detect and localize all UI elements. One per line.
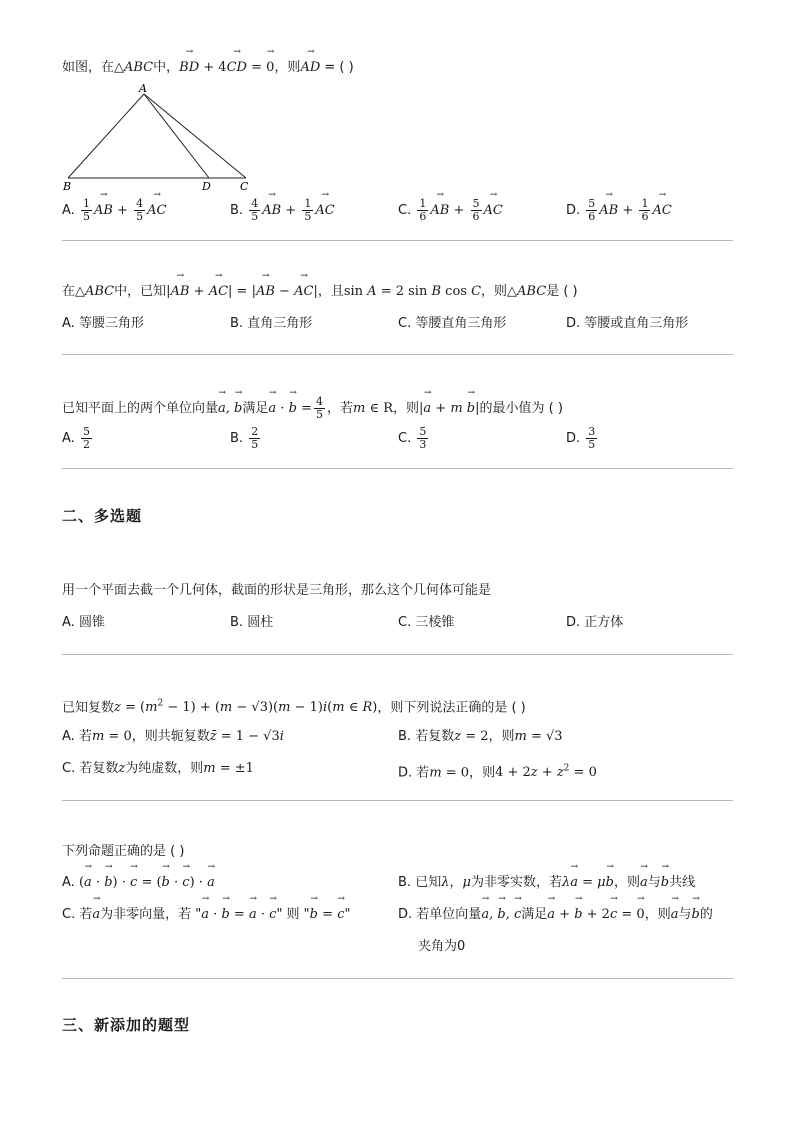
triangle-figure: [60, 80, 260, 195]
q5-option-a[interactable]: A. 若m = 0，则共轭复数z̄ = 1 − √3i: [62, 729, 284, 744]
q1-option-b[interactable]: B. $\frac{4}{5}$ → AB + $\frac{1}{5}$ → AC: [230, 198, 335, 223]
label-d: D: [202, 180, 211, 193]
q6-option-c[interactable]: C. 若→ a为非零向量，若 "→ a · → b = → a · → c" 则 "→ b = → c": [62, 905, 350, 925]
q2-stem: 在△ABC中，已知|→ AB + → AC| = |→ AB − → AC|，且sin A = 2 sin B cos C，则△ABC是 ( ): [62, 282, 578, 302]
q2-option-c[interactable]: C. 等腰直角三角形: [398, 316, 507, 331]
q5-option-d[interactable]: D. 若m = 0，则$4 + 2z + z^2 = 0$: [398, 764, 597, 781]
q2-option-a[interactable]: A. 等腰三角形: [62, 316, 144, 331]
q1-option-a[interactable]: A. $\frac{1}{5}$ → AB + $\frac{4}{5}$ → AC: [62, 198, 166, 223]
q2-option-b[interactable]: B. 直角三角形: [230, 316, 313, 331]
divider: [62, 978, 733, 979]
q1-option-c[interactable]: C. $\frac{1}{6}$ → AB + $\frac{5}{6}$ → AC: [398, 198, 503, 223]
q4-option-b[interactable]: B. 圆柱: [230, 615, 274, 630]
q6-option-d-continued: 夹角为0: [418, 939, 466, 954]
q5-stem: 已知复数$z = (m^2 - 1) + (m - √3)(m - 1)i(m$ ∈ R)，则下列说法正确的是 ( ): [62, 699, 526, 716]
section-title: 三、新添加的题型: [62, 1016, 191, 1034]
q3-option-c[interactable]: C. $\frac{5}{3}$: [398, 425, 427, 451]
q4-option-c[interactable]: C. 三棱锥: [398, 615, 455, 630]
q6-option-a[interactable]: A. (→ a · → b) · → c = (→ b · → c) · → a: [62, 873, 215, 893]
divider: [62, 654, 733, 655]
label-c: C: [240, 180, 249, 193]
q3-option-b[interactable]: B. $\frac{2}{5}$: [230, 425, 259, 451]
label-b: B: [63, 180, 72, 193]
q3-stem: 已知平面上的两个单位向量→ a, → b满足→ a · → b = $\frac{4}{5}$ ，若m ∈ R，则|→ a + m → b|的最小值为 ( ): [62, 396, 563, 421]
divider: [62, 468, 733, 469]
q2-option-d[interactable]: D. 等腰或直角三角形: [566, 316, 689, 331]
q6-option-d[interactable]: D. 若单位向量→ a, → b, → c满足→ a + → b + 2→ c = → 0，则→ a与→ b的: [398, 905, 713, 925]
q1-stem: 如图，在△ABC中，→ BD + 4→ CD = → 0，则→ AD = ( ): [62, 58, 354, 78]
q6-option-b[interactable]: B. 已知λ，μ为非零实数，若λ→ a = μ→ b，则→ a与→ b共线: [398, 873, 695, 893]
label-a: A: [139, 82, 147, 95]
q1-option-d[interactable]: D. $\frac{5}{6}$ → AB + $\frac{1}{6}$ → AC: [566, 198, 672, 223]
divider: [62, 800, 733, 801]
q5-option-b[interactable]: B. 若复数z = 2，则m = √3: [398, 729, 563, 744]
section-title: 二、多选题: [62, 507, 143, 525]
divider: [62, 240, 733, 241]
q4-stem: 用一个平面去截一个几何体，截面的形状是三角形，那么这个几何体可能是: [62, 583, 492, 598]
q6-stem: 下列命题正确的是 ( ): [62, 844, 185, 859]
divider: [62, 354, 733, 355]
q3-option-d[interactable]: D. $\frac{3}{5}$: [566, 425, 596, 451]
q4-option-a[interactable]: A. 圆锥: [62, 615, 105, 630]
q3-option-a[interactable]: A. $\frac{5}{2}$: [62, 425, 90, 451]
q4-option-d[interactable]: D. 正方体: [566, 615, 624, 630]
q5-option-c[interactable]: C. 若复数z为纯虚数，则m = ±1: [62, 761, 254, 776]
